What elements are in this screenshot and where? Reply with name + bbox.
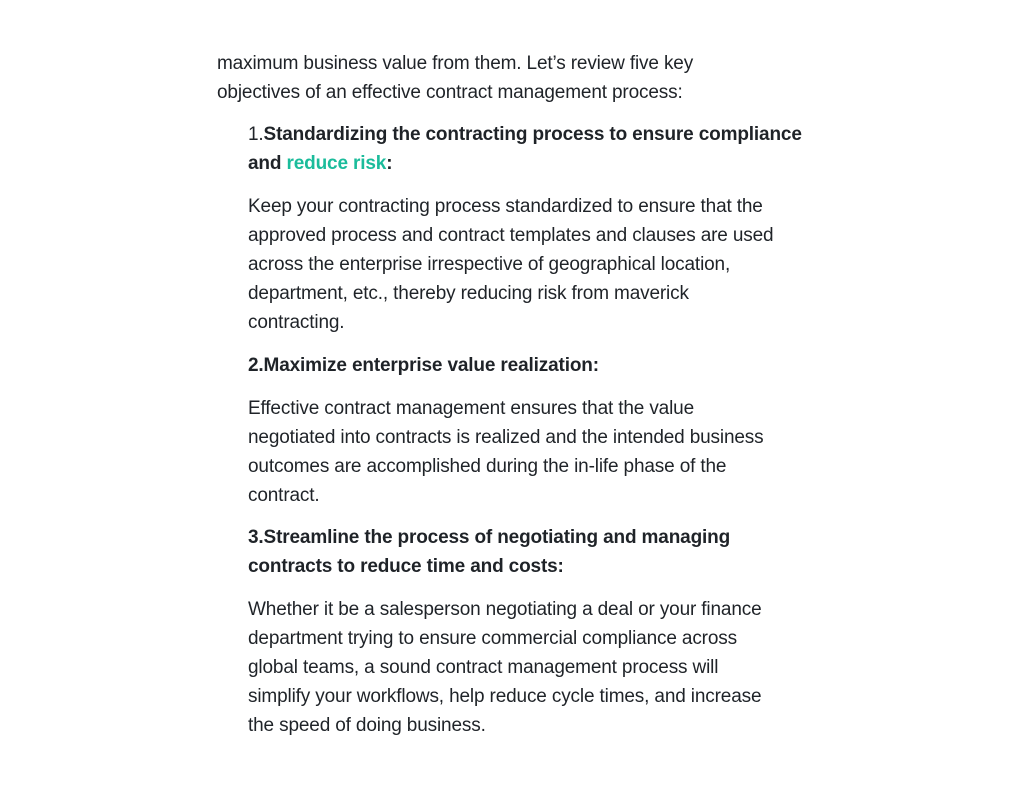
section-1-heading-line-2-start: and <box>248 153 287 174</box>
section-3-heading-line-2: contracts to reduce time and costs: <box>248 556 564 577</box>
section-1-body-line: department, etc., thereby reducing risk from maverick <box>248 283 689 304</box>
section-2-body-line: negotiated into contracts is realized and the intended business <box>248 427 764 448</box>
section-1-number: 1. <box>248 124 264 145</box>
intro-paragraph <box>217 49 777 107</box>
section-2-heading: 2.Maximize enterprise value realization: <box>248 355 599 376</box>
intro-line-1: maximum business value from them. Let’s review five key <box>217 53 694 74</box>
section-1-heading-colon: : <box>386 153 393 174</box>
section-3-body-line: Whether it be a salesperson negotiating a deal or your finance <box>248 599 762 620</box>
section-3-heading-line-1: 3.Streamline the process of negotiating and managing <box>248 527 731 548</box>
reduce-risk-link[interactable]: reduce risk <box>286 153 387 174</box>
section-2-body <box>248 394 808 510</box>
section-1-body-line: approved process and contract templates and clauses are used <box>248 225 774 246</box>
section-3-body <box>248 595 808 740</box>
section-3-body-line: the speed of doing business. <box>248 715 486 736</box>
section-2-body-line: Effective contract management ensures that the value <box>248 398 695 419</box>
section-2-body-line: outcomes are accomplished during the in-life phase of the <box>248 456 727 477</box>
section-3-body-line: department trying to ensure commercial compliance across <box>248 628 737 649</box>
section-3-body-line: global teams, a sound contract management process will <box>248 657 719 678</box>
intro-line-2: objectives of an effective contract management process: <box>217 82 683 103</box>
section-1-heading <box>248 120 808 178</box>
section-1-body-line: contracting. <box>248 312 345 333</box>
section-1-body-line: across the enterprise irrespective of geographical location, <box>248 254 731 275</box>
section-3-heading <box>248 523 808 581</box>
section-3-body-line: simplify your workflows, help reduce cycle times, and increase <box>248 686 762 707</box>
section-1-body <box>248 192 808 337</box>
section-1-body-line: Keep your contracting process standardized to ensure that the <box>248 196 763 217</box>
section-2-body-line: contract. <box>248 485 320 506</box>
section-1-heading-line-1: Standardizing the contracting process to ensure compliance <box>263 124 802 145</box>
